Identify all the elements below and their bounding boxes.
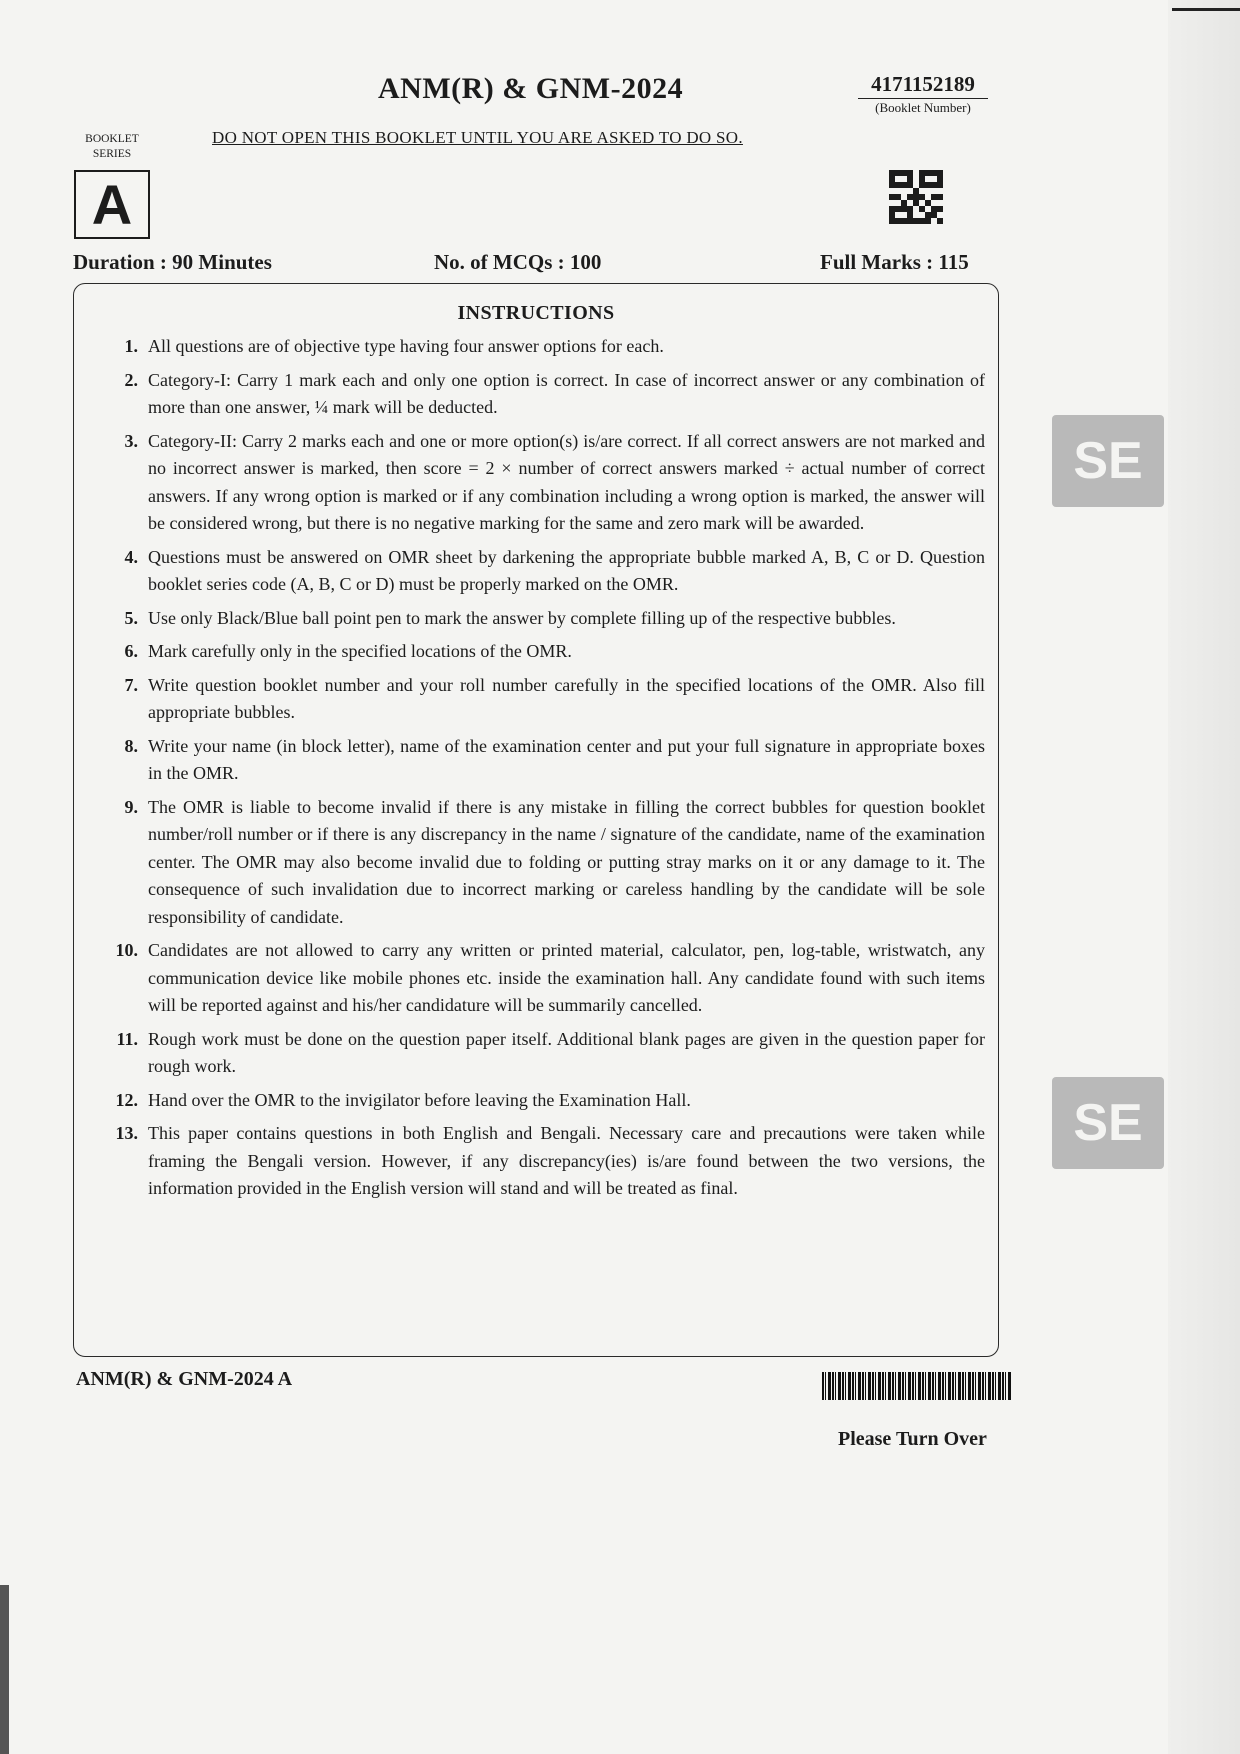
booklet-number-block xyxy=(858,72,988,116)
instruction-number: 5. xyxy=(124,607,138,628)
instruction-text: Category-I: Carry 1 mark each and only one option is correct. In case of incorrect answer or any combination of more than one answer, ¼ mark will be deducted. xyxy=(148,369,985,417)
page-edge-shadow xyxy=(1168,0,1240,1754)
instructions-list xyxy=(105,333,985,1209)
instruction-number: 12. xyxy=(115,1089,138,1110)
instruction-item xyxy=(105,367,985,422)
instruction-text: Hand over the OMR to the invigilator before leaving the Examination Hall. xyxy=(148,1089,691,1110)
instruction-item xyxy=(105,794,985,932)
scan-corner-mark xyxy=(1172,8,1240,11)
instruction-text: Candidates are not allowed to carry any written or printed material, calculator, pen, log-table, wristwatch, any communication device like mobile phones etc. inside the examination hall. Any candidate found with such items will be reported against and his/her candidature will be summarily cancelled. xyxy=(148,940,985,1015)
instruction-text: The OMR is liable to become invalid if there is any mistake in filling the correct bubbles for question booklet number/roll number or if there is any discrepancy in the name / signature of the candidate, name of the examination center. The OMR may also become invalid due to folding or putting stray marks on it or any damage to it. The consequence of such invalidation due to incorrect marking or careless handling by the candidate will be sole responsibility of candidate. xyxy=(148,796,985,927)
instruction-number: 6. xyxy=(124,641,138,661)
instruction-number: 4. xyxy=(124,546,138,567)
instruction-text: Questions must be answered on OMR sheet by darkening the appropriate bubble marked A, B, C or D. Question booklet series code (A, B, C or D) must be properly marked on the OMR. xyxy=(148,546,985,594)
instruction-number: 10. xyxy=(115,940,138,960)
booklet-number-label: (Booklet Number) xyxy=(875,100,971,115)
instruction-item xyxy=(105,333,985,361)
instruction-text: This paper contains questions in both English and Bengali. Necessary care and precautions were taken while framing the Bengali version. However, if any discrepancy(ies) is/are found between the two versions, the information provided in the English version will stand and will be treated as final. xyxy=(148,1123,985,1198)
instruction-number: 9. xyxy=(124,796,138,817)
instruction-text: Category-II: Carry 2 marks each and one or more option(s) is/are correct. If all correct answers are not marked and no incorrect answer is marked, then score = 2 × number of correct answers marked ÷ actual number of correct answers. If any wrong option is marked or if any combination including a wrong option is marked, the answer will be considered wrong, but there is no negative marking for the same and zero mark will be awarded. xyxy=(148,430,985,533)
instruction-item xyxy=(105,733,985,788)
footer-exam-code: ANM(R) & GNM-2024 A xyxy=(76,1368,293,1390)
instruction-number: 13. xyxy=(115,1123,138,1143)
instruction-item xyxy=(105,428,985,538)
exam-title: ANM(R) & GNM-2024 xyxy=(378,72,684,105)
instruction-item xyxy=(105,937,985,1020)
instruction-number: 7. xyxy=(124,674,138,695)
instruction-number: 3. xyxy=(124,430,138,451)
instruction-item xyxy=(105,638,985,666)
instruction-item xyxy=(105,605,985,633)
booklet-number: 4171152189 xyxy=(858,72,988,99)
instruction-text: Use only Black/Blue ball point pen to mark the answer by complete filling up of the respective bubbles. xyxy=(148,607,896,628)
please-turn-over: Please Turn Over xyxy=(838,1428,987,1450)
instruction-item xyxy=(105,672,985,727)
scan-edge-mark xyxy=(0,1585,9,1754)
watermark-logo: SE xyxy=(1052,415,1164,507)
duration: Duration : 90 Minutes xyxy=(73,250,272,274)
instruction-item xyxy=(105,1026,985,1081)
watermark-logo: SE xyxy=(1052,1077,1164,1169)
do-not-open-notice: DO NOT OPEN THIS BOOKLET UNTIL YOU ARE ASKED TO DO SO. xyxy=(212,128,743,147)
full-marks: Full Marks : 115 xyxy=(820,250,969,274)
instruction-item xyxy=(105,544,985,599)
instruction-item xyxy=(105,1120,985,1203)
mcq-count: No. of MCQs : 100 xyxy=(434,250,602,274)
instructions-title: INSTRUCTIONS xyxy=(457,302,615,324)
qr-code-icon xyxy=(889,170,943,224)
instruction-text: Write your name (in block letter), name of the examination center and put your full signature in appropriate boxes in the OMR. xyxy=(148,735,985,783)
instruction-number: 1. xyxy=(124,336,138,356)
instruction-number: 2. xyxy=(124,369,138,390)
booklet-series-code: A xyxy=(74,170,150,239)
instruction-text: Mark carefully only in the specified locations of the OMR. xyxy=(148,641,572,661)
instruction-number: 8. xyxy=(124,735,138,756)
instruction-text: Rough work must be done on the question paper itself. Additional blank pages are given in the question paper for rough work. xyxy=(148,1028,985,1076)
instruction-text: All questions are of objective type having four answer options for each. xyxy=(148,336,664,356)
booklet-series-label: BOOKLET SERIES xyxy=(85,133,139,160)
instruction-text: Write question booklet number and your roll number carefully in the specified locations of the OMR. Also fill appropriate bubbles. xyxy=(148,674,985,722)
instruction-number: 11. xyxy=(116,1028,138,1049)
instruction-item xyxy=(105,1087,985,1115)
barcode-icon xyxy=(822,1372,1012,1400)
